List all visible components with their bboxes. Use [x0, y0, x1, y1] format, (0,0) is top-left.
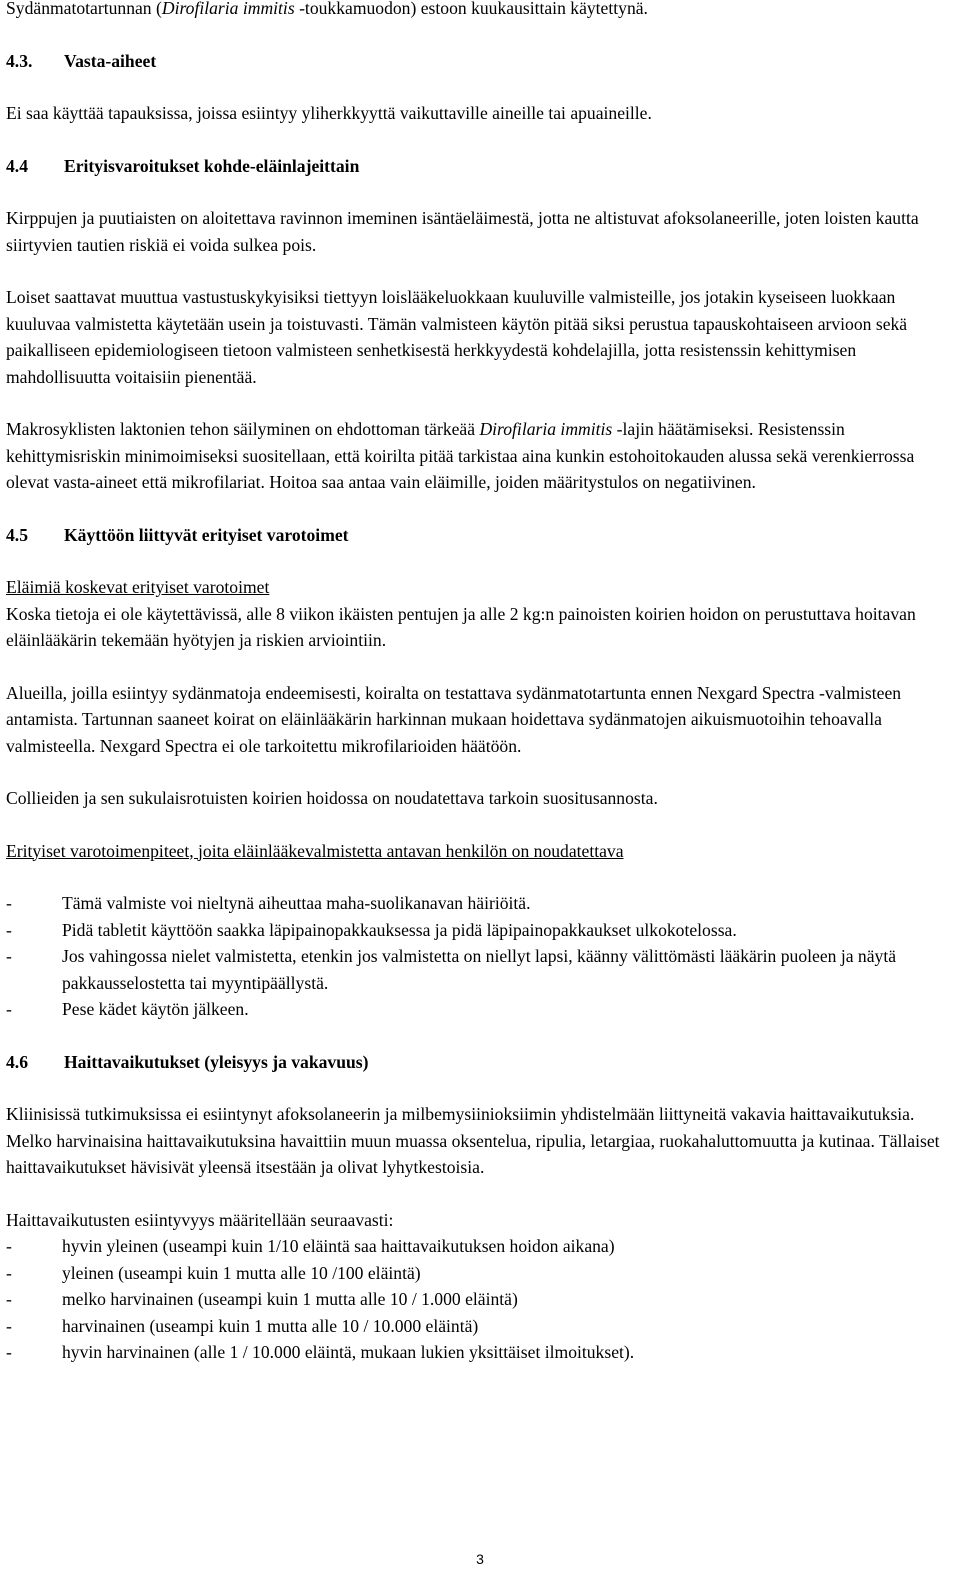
page-number: 3 — [476, 1551, 484, 1567]
list-item: - Pidä tabletit käyttöön saakka läpipainopakkauksessa ja pidä läpipainopakkaukset ulkokotelossa. — [6, 919, 737, 940]
list-item: - Pese kädet käytön jälkeen. — [6, 999, 249, 1019]
section-heading-4-5: 4.5 Käyttöön liittyvät erityiset varotoimet — [6, 524, 349, 545]
species-name: Dirofilaria immitis — [479, 419, 613, 439]
list-item: - hyvin yleinen (useampi kuin 1/10 eläintä saa haittavaikutuksen hoidon aikana) — [6, 1236, 615, 1256]
subheading: Eläimiä koskevat erityiset varotoimet — [6, 577, 270, 597]
section-heading-4-3: 4.3. Vasta-aiheet — [6, 50, 157, 71]
section-heading-4-4: 4.4 Erityisvaroitukset kohde-eläinlajeittain — [6, 155, 360, 176]
frequency-list — [6, 1233, 954, 1366]
paragraph: Alueilla, joilla esiintyy sydänmatoja endeemisesti, koiralta on testattava sydänmatotartunta ennen Nexgard Spectra -valmisteen antamista. Tartunnan saaneet koirat on eläinlääkärin harkinnan mukaan hoidettava sydänmatojen aikuismuotoihin tehoavalla valmisteella. Nexgard Spectra ei ole tarkoitettu mikrofilarioiden häätöön. — [6, 682, 902, 756]
contraindications-text: Ei saa käyttää tapauksissa, joissa esiintyy yliherkkyyttä vaikuttaville aineille tai apuaineille. — [6, 103, 652, 123]
list-item: - melko harvinainen (useampi kuin 1 mutta alle 10 / 1.000 eläintä) — [6, 1289, 518, 1309]
paragraph: Makrosyklisten laktonien tehon säilyminen on ehdottoman tärkeää Dirofilaria immitis -lajin häätämiseksi. Resistenssin kehittymisriskin minimoimiseksi suositellaan, että koirilta pitää tarkistaa aina kunkin estohoitokauden alussa sekä verenkierrossa olevat vasta-aineet että mikrofilariat. Hoitoa saa antaa vain eläimille, joiden määritystulos on negatiivinen. — [6, 419, 915, 492]
paragraph: Collieiden ja sen sukulaisrotuisten koirien hoidossa on noudatettava tarkoin suositusannosta. — [6, 788, 658, 808]
list-item: - Jos vahingossa nielet valmistetta, etenkin jos valmistetta on niellyt lapsi, käänny välittömästi lääkärin puoleen ja näytä pakkausselostetta tai myyntipäällystä. — [6, 946, 897, 993]
subheading: Erityiset varotoimenpiteet, joita eläinlääkevalmistetta antavan henkilön on noudatettava — [6, 840, 624, 861]
paragraph: Loiset saattavat muuttua vastustuskykyisiksi tiettyyn loislääkeluokkaan kuuluville valmisteille, jos jotakin kyseiseen luokkaan kuuluvaa valmistetta käytetään usein ja toistuvasti. Tämän valmisteen käytön pitää siksi perustua tapauskohtaiseen arvioon sekä paikalliseen epidemiologiseen tietoon valmisteen senhetkisestä herkkyydestä kohdelajilla, jotta resistenssin kehittymisen mahdollisuutta voitaisiin pienentää. — [6, 287, 908, 387]
intro-line: Sydänmatotartunnan (Dirofilaria immitis -toukkamuodon) estoon kuukausittain käytettynä. — [6, 0, 648, 18]
paragraph: Kirppujen ja puutiaisten on aloitettava ravinnon imeminen isäntäeläimestä, jotta ne altistuvat afoksolaneerille, joten loisten kautta siirtyvien tautien riskiä ei voida sulkea pois. — [6, 208, 919, 255]
precautions-list — [6, 890, 954, 1023]
list-item: - yleinen (useampi kuin 1 mutta alle 10 /100 eläintä) — [6, 1262, 421, 1283]
list-item: - hyvin harvinainen (alle 1 / 10.000 eläintä, mukaan lukien yksittäiset ilmoitukset). — [6, 1342, 635, 1362]
document-page — [6, 0, 954, 1366]
paragraph: Kliinisissä tutkimuksissa ei esiintynyt afoksolaneerin ja milbemysiinioksiimin yhdistelmään liittyneitä vakavia haittavaikutuksia. Melko harvinaisina haittavaikutuksina havaittiin muun muassa oksentelua, ripulia, letargiaa, ruokahaluttomuutta ja kutinaa. Tällaiset haittavaikutukset hävisivät yleensä itsestään ja olivat lyhytkestoisia. — [6, 1104, 940, 1177]
paragraph: Haittavaikutusten esiintyvyys määritellään seuraavasti: — [6, 1209, 394, 1230]
paragraph: Koska tietoja ei ole käytettävissä, alle 8 viikon ikäisten pentujen ja alle 2 kg:n painoisten koirien hoidon on perustuttava hoitavan eläinlääkärin tekemään hyötyjen ja riskien arviointiin. — [6, 603, 916, 650]
species-name: Dirofilaria immitis — [161, 0, 295, 18]
section-heading-4-6: 4.6 Haittavaikutukset (yleisyys ja vakavuus) — [6, 1051, 369, 1072]
list-item: - harvinainen (useampi kuin 1 mutta alle 10 / 10.000 eläintä) — [6, 1315, 479, 1336]
list-item: - Tämä valmiste voi nieltynä aiheuttaa maha-suolikanavan häiriöitä. — [6, 893, 531, 913]
